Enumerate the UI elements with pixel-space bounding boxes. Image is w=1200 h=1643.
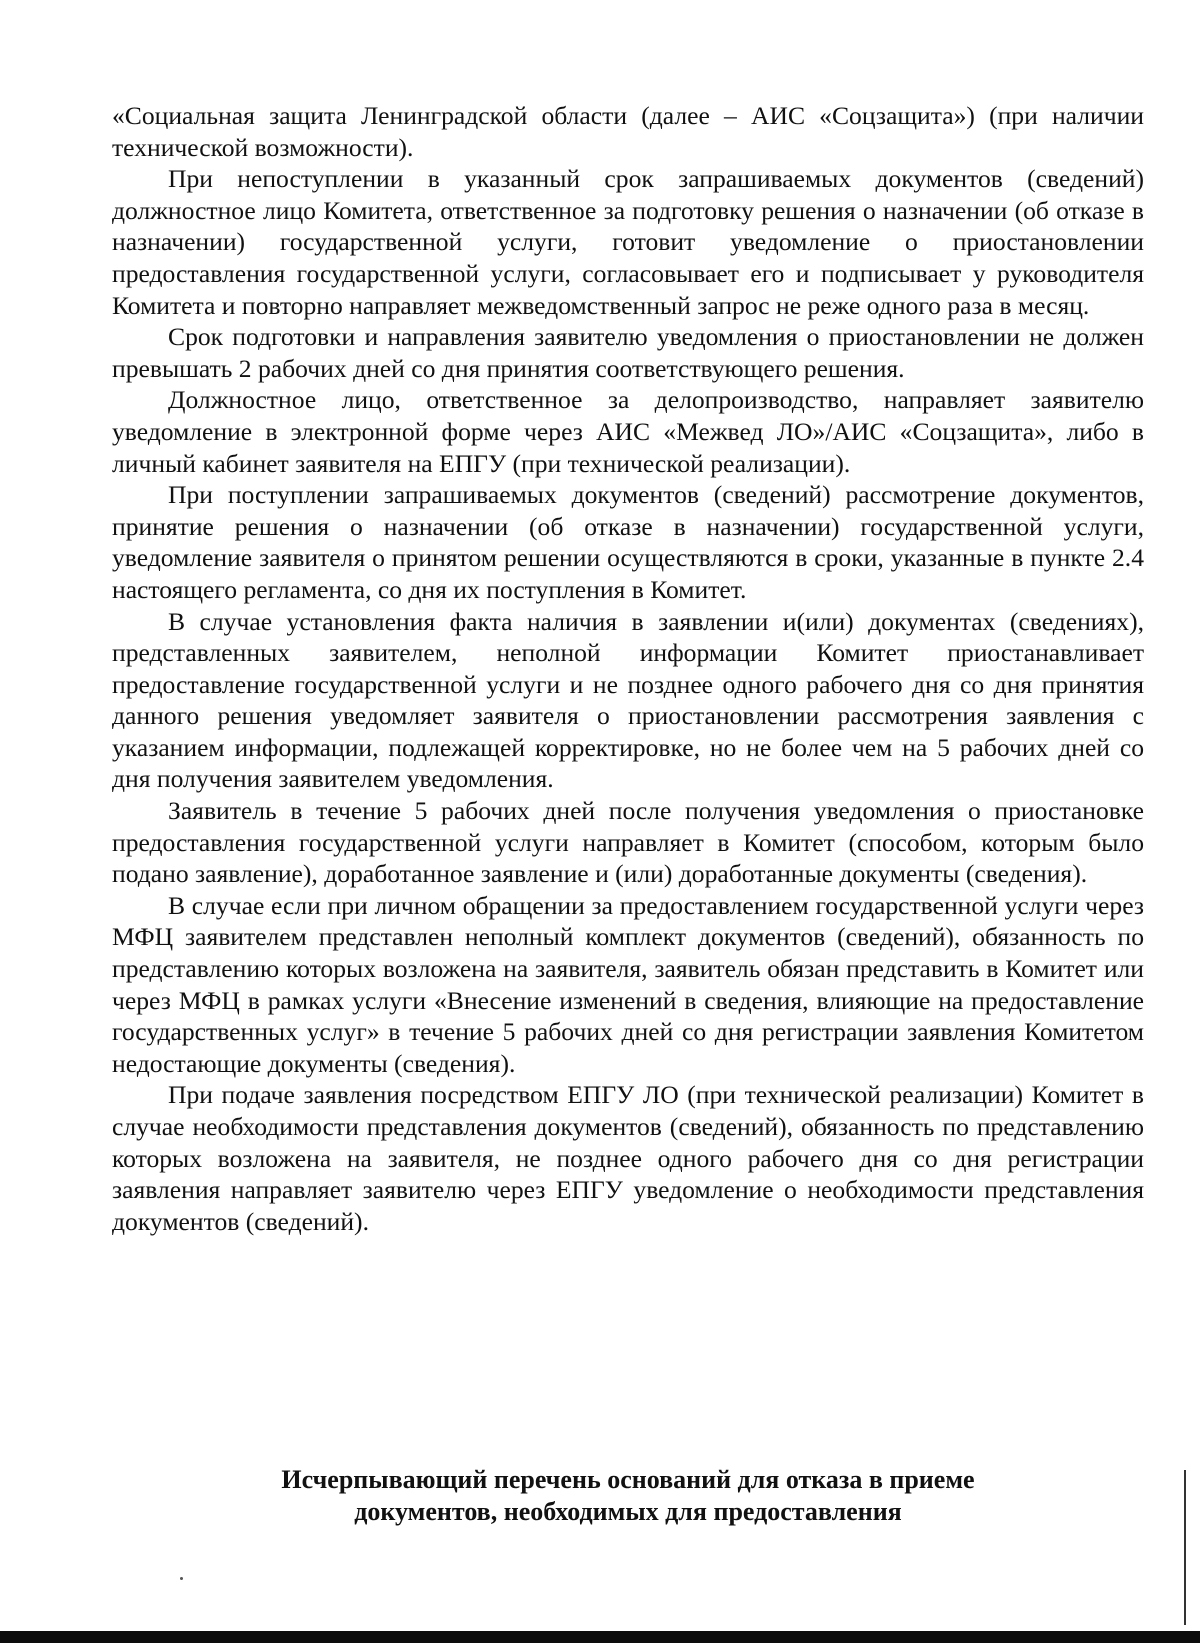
paragraph-9: При подаче заявления посредством ЕПГУ ЛО (при технической реализации) Комитет в случае необходимости представления документов (сведений), обязанность по представлению которых возложена на заявителя, не позднее одного рабочего дня со дня регистрации заявления направляет заявителю через ЕПГУ уведомление о необходимости представления документов (сведений). bbox=[112, 1080, 1144, 1236]
section-heading-line-2: документов, необходимых для предоставления bbox=[354, 1497, 902, 1526]
paragraph-3: Срок подготовки и направления заявителю уведомления о приостановлении не должен превышать 2 рабочих дней со дня принятия соответствующего решения. bbox=[112, 322, 1144, 383]
scan-speck bbox=[180, 1577, 183, 1580]
scan-edge-right bbox=[1184, 1470, 1186, 1625]
paragraph-4: Должностное лицо, ответственное за делопроизводство, направляет заявителю уведомление в электронной форме через АИС «Межвед ЛО»/АИС «Соцзащита», либо в личный кабинет заявителя на ЕПГУ (при технической реализации). bbox=[112, 385, 1144, 478]
section-heading bbox=[112, 1464, 1144, 1528]
document-body bbox=[112, 100, 1144, 1237]
scan-edge-bottom bbox=[0, 1631, 1200, 1643]
section-heading-line-1: Исчерпывающий перечень оснований для отказа в приеме bbox=[281, 1465, 975, 1494]
paragraph-2: При непоступлении в указанный срок запрашиваемых документов (сведений) должностное лицо Комитета, ответственное за подготовку решения о назначении (об отказе в назначении) государственной услуги, готовит уведомление о приостановлении предоставления государственной услуги, согласовывает его и подписывает у руководителя Комитета и повторно направляет межведомственный запрос не реже одного раза в месяц. bbox=[112, 164, 1144, 320]
paragraph-8: В случае если при личном обращении за предоставлением государственной услуги через МФЦ заявителем представлен неполный комплект документов (сведений), обязанность по представлению которых возложена на заявителя, заявитель обязан представить в Комитет или через МФЦ в рамках услуги «Внесение изменений в сведения, влияющие на предоставление государственных услуг» в течение 5 рабочих дней со дня регистрации заявления Комитетом недостающие документы (сведения). bbox=[112, 890, 1144, 1078]
paragraph-5: При поступлении запрашиваемых документов (сведений) рассмотрение документов, принятие решения о назначении (об отказе в назначении) государственной услуги, уведомление заявителя о принятом решении осуществляются в сроки, указанные в пункте 2.4 настоящего регламента, со дня их поступления в Комитет. bbox=[112, 480, 1144, 604]
paragraph-6: В случае установления факта наличия в заявлении и(или) документах (сведениях), представленных заявителем, неполной информации Комитет приостанавливает предоставление государственной услуги и не позднее одного рабочего дня со дня принятия данного решения уведомляет заявителя о приостановлении рассмотрения заявления с указанием информации, подлежащей корректировке, но не более чем на 5 рабочих дней со дня получения заявителем уведомления. bbox=[112, 606, 1144, 794]
paragraph-1: «Социальная защита Ленинградской области (далее – АИС «Соцзащита») (при наличии технической возможности). bbox=[112, 101, 1144, 162]
paragraph-7: Заявитель в течение 5 рабочих дней после получения уведомления о приостановке предоставления государственной услуги направляет в Комитет (способом, которым было подано заявление), доработанное заявление и (или) доработанные документы (сведения). bbox=[112, 796, 1144, 889]
